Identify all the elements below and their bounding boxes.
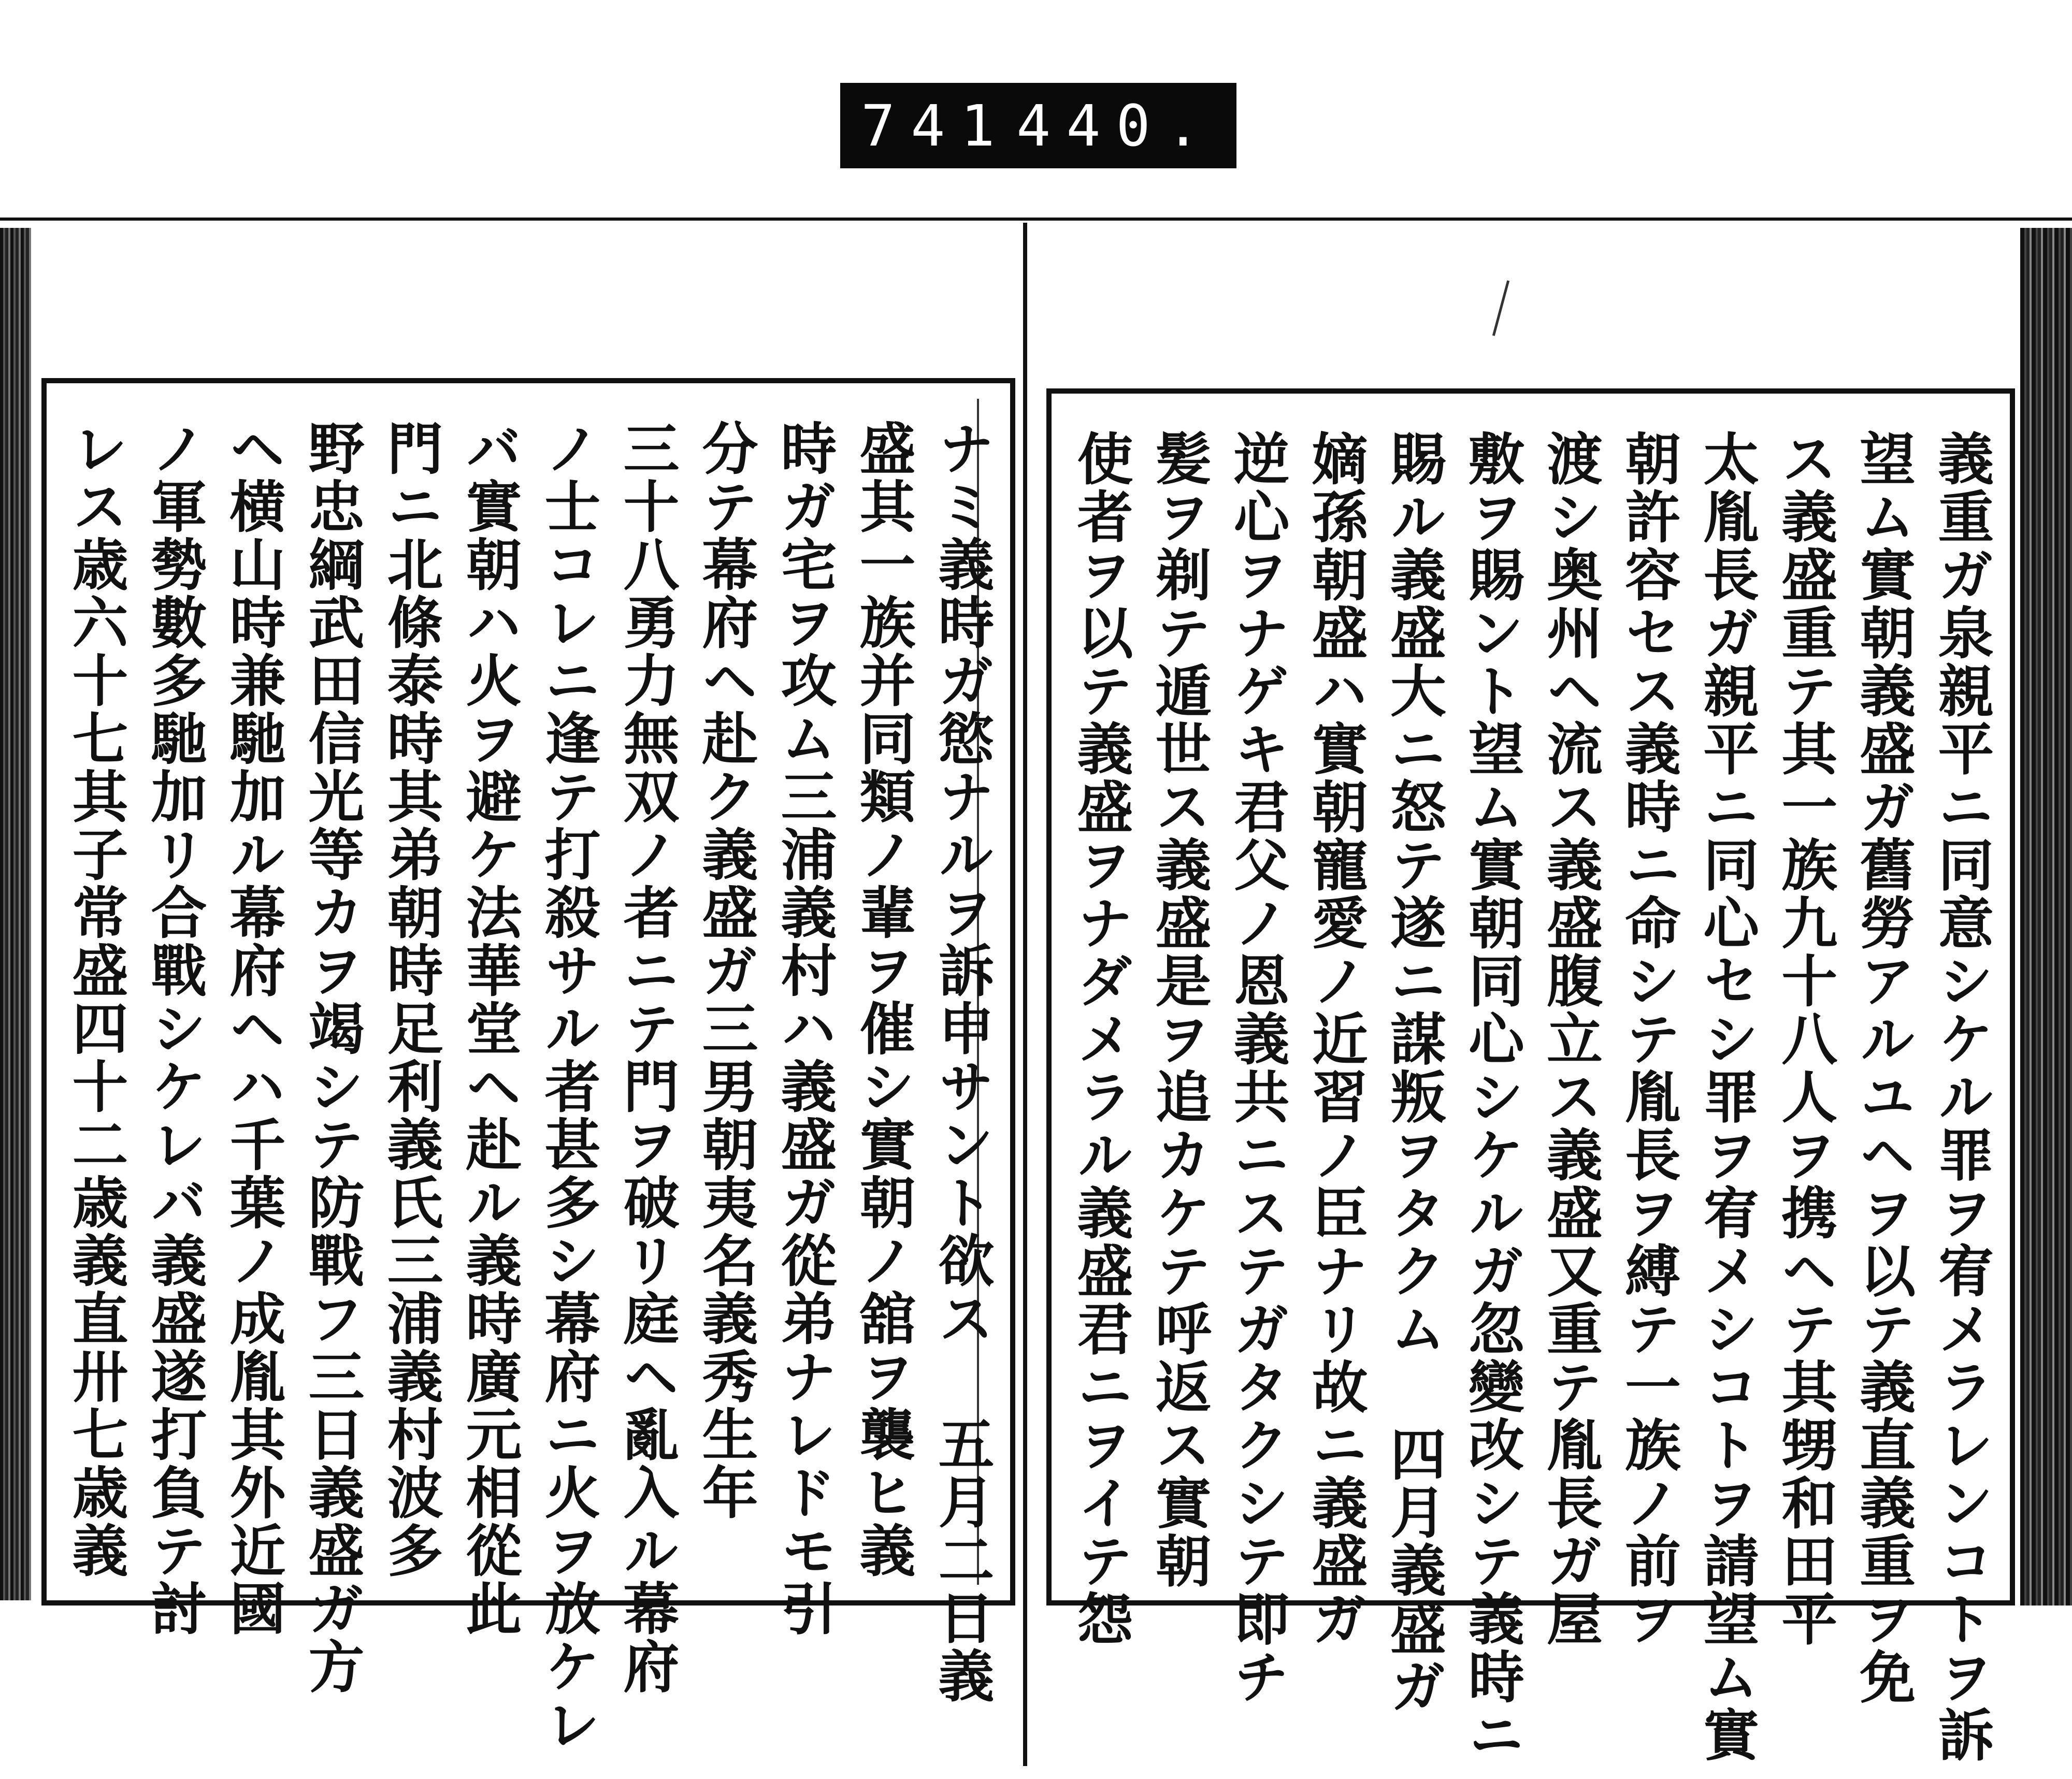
left-column-11: ノ軍勢數多馳加リ合戰シケレバ義盛遂打負テ討 [141,420,207,1638]
right-column-11: 髪ヲ剃テ遁世ス義盛是ヲ追カケテ呼返ス實朝 [1146,430,1212,1590]
left-page-text [63,420,994,1754]
right-page-text [1068,430,1994,1764]
right-column-5: 朝許容セス義時ニ命シテ胤長ヲ縛テ一族ノ前ヲ [1615,430,1681,1648]
book-spine [1023,223,1027,1766]
right-page-frame [1046,388,2015,1764]
right-column-6: 渡シ奥州ヘ流ス義盛腹立ス義盛又重テ胤長ガ屋 [1537,430,1603,1648]
right-column-4: 太胤長ガ親平ニ同心セシ罪ヲ宥メシコトヲ請望ム實 [1693,430,1759,1764]
left-column-6: ノ士コレニ逢テ打殺サル者甚多シ幕府ニ火ヲ放ケレ [535,420,600,1754]
right-column-1: 義重ガ泉親平ニ同意シケル罪ヲ宥メラレンコトヲ訴 [1928,430,1994,1764]
left-column-10: ヘ横山時兼馳加ル幕府ヘハ千葉ノ成胤其外近國 [220,420,285,1638]
left-column-7: バ實朝ハ火ヲ避ケ法華堂ヘ赴ル義時廣元相從此 [456,420,522,1638]
left-column-4: 分テ幕府ヘ赴ク義盛ガ三男朝夷名義秀生年 [693,420,758,1522]
archive-number-left: 741 [861,92,1011,159]
left-column-5: 三十八勇力無双ノ者ニテ門ヲ破リ庭ヘ亂入ル幕府 [614,420,679,1696]
right-column-2: 望ム實朝義盛ガ舊勞アルユヘヲ以テ義直義重ヲ免 [1850,430,1916,1706]
left-column-9: 野忠綱武田信光等カヲ竭シテ防戰フ三日義盛ガ方 [299,420,364,1696]
left-page-edge [0,228,31,1600]
archive-number-label [840,83,1236,168]
archive-number-right: 440. [1016,92,1216,159]
left-column-8: 門ニ北條泰時其弟朝時足利義氏三浦義村波多 [378,420,443,1580]
left-column-1: ナミ義時ガ慾ナルヲ訴申サント欲ス 五月二日義 [929,420,994,1705]
right-page-edge [2020,228,2072,1606]
right-column-9: 嫡孫朝盛ハ實朝寵愛ノ近習ノ臣ナリ故ニ義盛ガ [1302,430,1368,1648]
right-column-12: 使者ヲ以テ義盛ヲナダメラル義盛君ニヲイテ怨 [1068,430,1133,1648]
left-column-2: 盛其一族并同類ノ輩ヲ催シ實朝ノ舘ヲ襲ヒ義 [850,420,915,1580]
left-page-frame [41,378,1015,1754]
right-column-3: ス義盛重テ其一族九十八人ヲ携ヘテ其甥和田平 [1772,430,1837,1648]
left-column-3: 時ガ宅ヲ攻ム三浦義村ハ義盛ガ從弟ナレドモ引 [771,420,837,1638]
right-column-7: 敷ヲ賜ント望ム實朝同心シケルガ忽變改シテ義時ニ [1459,430,1524,1764]
right-column-10: 逆心ヲナゲキ君父ノ恩義共ニステガタクシテ即チ [1224,430,1290,1706]
left-column-12: レス歳六十七其子常盛四十二歳義直卅七歳義 [63,420,128,1580]
right-column-8: 賜ル義盛大ニ怒テ遂ニ謀叛ヲタクム 四月義盛ガ [1380,430,1446,1715]
